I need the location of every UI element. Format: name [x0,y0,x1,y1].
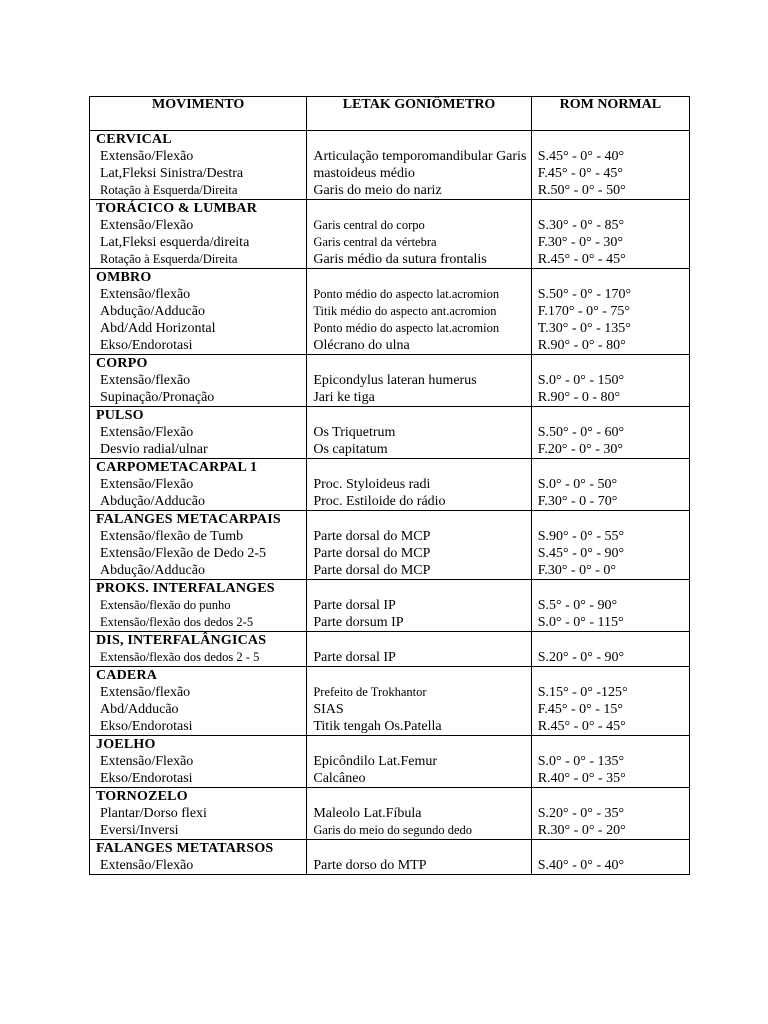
rom-text: S.45° - 0° - 90° [537,546,625,561]
goniometro-text: Proc. Styloideus radi [313,477,431,492]
movimento-text: Extensão/Flexão [100,858,194,873]
movimento-text: Extensão/Flexão [100,149,194,164]
rom-cell [531,407,689,459]
movimento-text: Extensão/flexão de Tumb [100,529,244,544]
spacer [532,200,689,217]
movimento-text: Extensão/flexão [100,373,191,388]
header-goniometro: LETAK GONIÔMETRO [307,97,531,131]
section-title: FALANGES METATARSOS [96,841,274,856]
goniometro-text: Proc. Estiloide do rádio [313,494,446,509]
movimento-text: Extensão/Flexão de Dedo 2-5 [100,546,267,561]
movimento-text: Extensão/flexão dos dedos 2 - 5 [100,650,260,664]
goniometro-text: Parte dorsal do MCP [313,546,431,561]
spacer [307,788,530,805]
rom-cell [531,131,689,200]
rom-text: R.45° - 0° - 45° [537,252,626,267]
spacer [532,788,689,805]
goniometro-cell [307,407,531,459]
table-row [90,667,690,736]
rom-text: F.30° - 0 - 70° [537,494,618,509]
section-title: OMBRO [96,270,152,285]
goniometro-cell [307,131,531,200]
movimento-text: Desvio radial/ulnar [100,442,208,457]
spacer [532,269,689,286]
rom-text: S.5° - 0° - 90° [537,598,618,613]
spacer [532,667,689,684]
goniometro-cell [307,736,531,788]
spacer [532,407,689,424]
rom-text: R.50° - 0° - 50° [537,183,626,198]
rom-cell [531,459,689,511]
goniometro-text: mastoideus médio [313,166,415,181]
spacer [307,407,530,424]
goniometro-text: Garis médio da sutura frontalis [313,252,487,267]
goniometro-cell [307,667,531,736]
spacer [307,667,530,684]
rom-text: S.30° - 0° - 85° [537,218,625,233]
table-row [90,840,690,875]
movimento-text: Supinação/Pronação [100,390,215,405]
section-title: PROKS. INTERFALANGES [96,581,275,596]
spacer [532,632,689,649]
goniometro-text: Garis central da vértebra [313,235,437,249]
goniometro-text: Epicondylus lateran humerus [313,373,477,388]
movimento-text: Abd/Adducão [100,702,179,717]
rom-text: R.45° - 0° - 45° [537,719,626,734]
movimento-text: Extensão/flexão dos dedos 2-5 [100,615,254,629]
section-title: CERVICAL [96,132,172,147]
rom-cell [531,788,689,840]
rom-text: S.20° - 0° - 35° [537,806,625,821]
table-row [90,736,690,788]
rom-text: S.40° - 0° - 40° [537,858,625,873]
goniometro-text: Olécrano do ulna [313,338,410,353]
movimento-text: Extensão/Flexão [100,477,194,492]
movimento-text: Extensão/Flexão [100,218,194,233]
table-row [90,632,690,667]
spacer [307,840,530,857]
goniometro-text: Parte dorsal do MCP [313,529,431,544]
goniometro-text: Parte dorsal IP [313,650,396,665]
spacer [307,736,530,753]
rom-cell [531,580,689,632]
rom-cell [531,355,689,407]
movimento-cell [90,269,307,355]
spacer [307,511,530,528]
section-title: TORNOZELO [96,789,188,804]
rom-text: S.50° - 0° - 60° [537,425,625,440]
table-row [90,459,690,511]
movimento-cell [90,131,307,200]
rom-text: S.0° - 0° - 150° [537,373,625,388]
goniometro-text: Parte dorsal IP [313,598,396,613]
goniometro-cell [307,269,531,355]
rom-text: T.30° - 0° - 135° [537,321,631,336]
goniometro-text: Parte dorso do MTP [313,858,427,873]
table-row [90,269,690,355]
goniometro-text: Parte dorsum IP [313,615,404,630]
rom-text: S.0° - 0° - 115° [537,615,624,630]
movimento-text: Abd/Add Horizontal [100,321,216,336]
movimento-cell [90,200,307,269]
header-movimento: MOVIMENTO [90,97,307,131]
movimento-text: Extensão/flexão [100,287,191,302]
section-title: JOELHO [96,737,156,752]
rom-text: R.30° - 0° - 20° [537,823,626,838]
spacer [307,269,530,286]
movimento-cell [90,736,307,788]
movimento-cell [90,407,307,459]
goniometro-text: Ponto médio do aspecto lat.acromion [313,287,500,301]
spacer [532,580,689,597]
goniometro-text: Calcâneo [313,771,366,786]
rom-text: S.50° - 0° - 170° [537,287,632,302]
movimento-text: Lat,Fleksi Sinistra/Destra [100,166,244,181]
rom-text: R.90° - 0° - 80° [537,338,626,353]
spacer [307,355,530,372]
goniometro-text: Jari ke tiga [313,390,375,405]
goniometro-cell [307,580,531,632]
rom-text: R.90° - 0 - 80° [537,390,621,405]
rom-text: S.15° - 0° -125° [537,685,628,700]
rom-text: F.30° - 0° - 30° [537,235,624,250]
goniometro-text: Garis central do corpo [313,218,425,232]
movimento-cell [90,459,307,511]
movimento-text: Extensão/flexão do punho [100,598,231,612]
movimento-text: Ekso/Endorotasi [100,719,193,734]
section-title: TORÁCICO & LUMBAR [96,201,258,216]
movimento-text: Extensão/Flexão [100,425,194,440]
spacer [532,355,689,372]
movimento-cell [90,788,307,840]
table-header-row [90,97,690,131]
spacer [532,736,689,753]
rom-cell [531,840,689,875]
movimento-text: Eversi/Inversi [100,823,179,838]
movimento-text: Extensão/flexão [100,685,191,700]
table-row [90,788,690,840]
rom-cell [531,511,689,580]
spacer [532,511,689,528]
spacer [307,632,530,649]
goniometro-text: Prefeito de Trokhantor [313,685,427,699]
movimento-text: Abdução/Adducão [100,304,205,319]
table-row [90,200,690,269]
section-title: FALANGES METACARPAIS [96,512,281,527]
table-row [90,355,690,407]
spacer [307,131,530,148]
rom-text: S.0° - 0° - 50° [537,477,618,492]
spacer [532,459,689,476]
rom-text: F.45° - 0° - 45° [537,166,624,181]
movimento-text: Abdução/Adducão [100,563,205,578]
rom-cell [531,667,689,736]
goniometro-text: SIAS [313,702,344,717]
movimento-text: Plantar/Dorso flexi [100,806,207,821]
movimento-cell [90,355,307,407]
section-title: CARPOMETACARPAL 1 [96,460,258,475]
section-title: PULSO [96,408,144,423]
section-title: CADERA [96,668,158,683]
goniometro-text: Articulação temporomandibular Garis [313,149,527,164]
rom-text: F.30° - 0° - 0° [537,563,617,578]
rom-cell [531,269,689,355]
table-row [90,407,690,459]
spacer [532,131,689,148]
goniometro-text: Os Triquetrum [313,425,396,440]
rom-text: S.90° - 0° - 55° [537,529,625,544]
goniometro-cell [307,840,531,875]
spacer [532,840,689,857]
movimento-text: Rotação à Esquerda/Direita [100,183,238,197]
rom-cell [531,632,689,667]
goniometro-text: Garis do meio do segundo dedo [313,823,473,837]
table-row [90,580,690,632]
goniometro-cell [307,511,531,580]
movimento-text: Ekso/Endorotasi [100,338,193,353]
table-row [90,511,690,580]
rom-text: S.45° - 0° - 40° [537,149,625,164]
rom-text: F.170° - 0° - 75° [537,304,631,319]
goniometro-cell [307,459,531,511]
goniometro-text: Parte dorsal do MCP [313,563,431,578]
rom-text: F.45° - 0° - 15° [537,702,624,717]
goniometro-cell [307,632,531,667]
rom-text: S.0° - 0° - 135° [537,754,625,769]
goniometro-cell [307,788,531,840]
movimento-cell [90,511,307,580]
rom-cell [531,736,689,788]
rom-text: S.20° - 0° - 90° [537,650,625,665]
header-rom-normal: ROM NORMAL [531,97,689,131]
goniometro-cell [307,200,531,269]
movimento-text: Rotação à Esquerda/Direita [100,252,238,266]
spacer [307,200,530,217]
section-title: CORPO [96,356,148,371]
movimento-text: Extensão/Flexão [100,754,194,769]
rom-text: F.20° - 0° - 30° [537,442,624,457]
movimento-cell [90,580,307,632]
goniometro-text: Os capitatum [313,442,388,457]
goniometro-text: Titik médio do aspecto ant.acromion [313,304,497,318]
rom-cell [531,200,689,269]
goniometro-text: Titik tengah Os.Patella [313,719,442,734]
goniometro-text: Garis do meio do nariz [313,183,442,198]
section-title: DIS, INTERFALÂNGICAS [96,633,267,648]
movimento-text: Ekso/Endorotasi [100,771,193,786]
movimento-cell [90,840,307,875]
movimento-cell [90,667,307,736]
goniometro-cell [307,355,531,407]
rom-table [89,96,690,875]
goniometro-text: Ponto médio do aspecto lat.acromion [313,321,500,335]
goniometro-text: Epicôndilo Lat.Femur [313,754,438,769]
table-row [90,131,690,200]
spacer [307,580,530,597]
movimento-cell [90,632,307,667]
movimento-text: Abdução/Adducão [100,494,205,509]
spacer [307,459,530,476]
goniometro-text: Maleolo Lat.Fíbula [313,806,422,821]
rom-text: R.40° - 0° - 35° [537,771,626,786]
movimento-text: Lat,Fleksi esquerda/direita [100,235,250,250]
